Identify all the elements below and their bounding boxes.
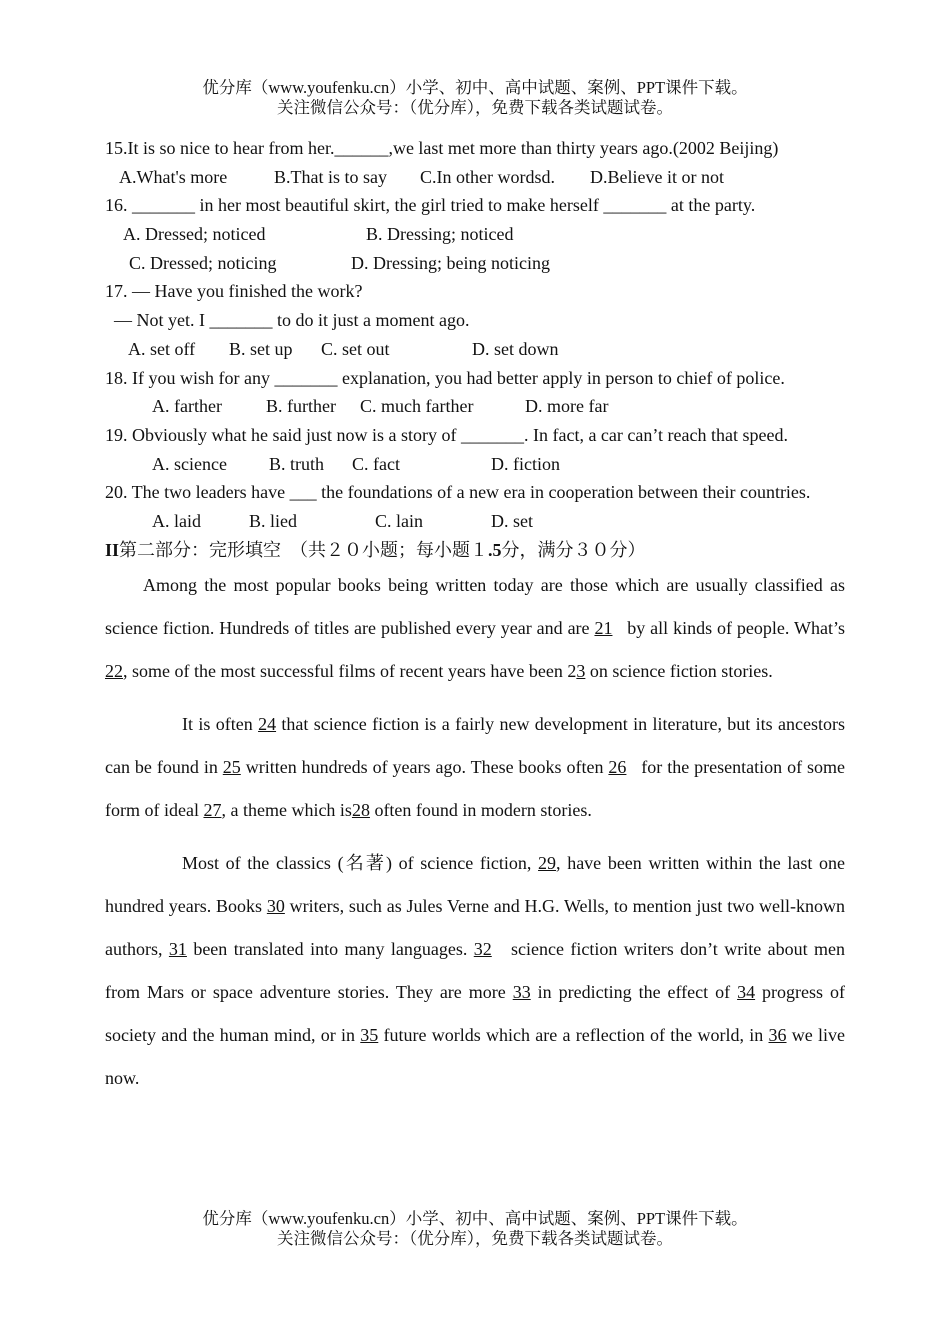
text: , have been written within the last one hundred years. Books xyxy=(105,853,845,917)
blank-32: 32 xyxy=(473,939,492,960)
option-b: B. lied xyxy=(249,511,297,532)
blank-35: 35 xyxy=(360,1025,379,1046)
passage-paragraph-3 xyxy=(105,842,845,1100)
blank-28: 28 xyxy=(351,800,370,821)
question-20-options xyxy=(105,507,845,536)
text: Most of the classics (名著) of science fiction, xyxy=(182,853,539,874)
option-b: B. set up xyxy=(229,338,293,359)
text: Among the most popular books being written today are those which are usually classified as science fiction. Hundreds of titles are published every year and are xyxy=(105,575,845,639)
option-d: D. set xyxy=(491,511,533,532)
blank-21: 21 xyxy=(594,618,613,639)
text: that science fiction is a fairly new development in literature, but its ancestors can be found in xyxy=(105,714,845,778)
blank-27: 27 xyxy=(203,800,222,821)
question-19-stem: 19. Obviously what he said just now is a story of _______. In fact, a car can’t reach that speed. xyxy=(105,424,788,445)
question-17-options xyxy=(105,335,845,364)
option-d: D.Believe it or not xyxy=(590,166,724,187)
option-d: D. Dressing; being noticing xyxy=(351,252,550,273)
blank-23: 3 xyxy=(576,661,586,682)
question-16-stem: 16. _______ in her most beautiful skirt, the girl tried to make herself _______ at the party. xyxy=(105,195,756,216)
section-title: 第二部分：完形填空 （共２０小题；每小题１ xyxy=(119,539,489,560)
text: progress of society and the human mind, or in xyxy=(105,982,846,1046)
blank-23-prefix: 2 xyxy=(567,661,577,682)
text: we live now. xyxy=(105,1025,846,1089)
question-18-options xyxy=(105,392,845,421)
passage-paragraph-2 xyxy=(105,703,845,832)
option-d: D. more far xyxy=(525,396,609,417)
text: , a theme which is xyxy=(221,800,352,821)
page-footer xyxy=(0,1209,950,1249)
option-c: C. Dressed; noticing xyxy=(129,252,277,273)
question-20-stem: 20. The two leaders have ___ the foundations of a new era in cooperation between their countries. xyxy=(105,482,811,503)
option-d: D. fiction xyxy=(491,453,560,474)
section-roman: II xyxy=(105,539,120,560)
section-bold-fragment: .5 xyxy=(488,539,502,560)
text: been translated into many languages. xyxy=(186,939,474,960)
blank-26: 26 xyxy=(608,757,627,778)
option-b: B.That is to say xyxy=(274,166,387,187)
option-a: A. science xyxy=(152,453,227,474)
footer-line-1: 优分库（www.youfenku.cn）小学、初中、高中试题、案例、PPT课件下载。 xyxy=(202,1209,748,1228)
option-a: A. laid xyxy=(152,511,201,532)
page-header xyxy=(0,78,950,118)
passage-paragraph-1 xyxy=(105,564,845,693)
option-c: C. set out xyxy=(321,338,390,359)
question-16-options-row-1 xyxy=(105,220,845,249)
question-15-stem: 15.It is so nice to hear from her.______,we last met more than thirty years ago.(2002 Beijing) xyxy=(105,138,779,158)
text: in predicting the effect of xyxy=(530,982,738,1003)
option-a: A. set off xyxy=(128,338,196,359)
option-a: A.What's more xyxy=(119,166,228,187)
blank-31: 31 xyxy=(168,939,187,960)
section-heading xyxy=(105,536,845,565)
text: on science fiction stories. xyxy=(585,661,773,682)
section-tail: 分，满分３０分） xyxy=(501,539,646,560)
blank-22: 22 xyxy=(105,661,123,682)
option-c: C. fact xyxy=(352,453,400,474)
option-a: A. farther xyxy=(152,396,222,417)
blank-24: 24 xyxy=(258,714,277,735)
footer-line-2: 关注微信公众号：（优分库），免费下载各类试题试卷。 xyxy=(277,1229,673,1248)
text: by all kinds of people. What’s xyxy=(612,618,845,639)
blank-25: 25 xyxy=(222,757,241,778)
text: writers, such as Jules Verne and H.G. Wells, to mention just two well-known authors, xyxy=(105,896,845,960)
text: future worlds which are a reflection of the world, in xyxy=(378,1025,769,1046)
question-17-reply: — Not yet. I _______ to do it just a moment ago. xyxy=(114,310,470,331)
header-line-2: 关注微信公众号：（优分库），免费下载各类试题试卷。 xyxy=(277,98,673,117)
question-16-options-row-2 xyxy=(105,249,845,278)
text: , some of the most successful films of recent years have been xyxy=(123,661,568,682)
text: often found in modern stories. xyxy=(369,800,592,821)
option-c: C. much farther xyxy=(360,396,474,417)
option-d: D. set down xyxy=(472,338,559,359)
blank-30: 30 xyxy=(266,896,285,917)
question-17-stem: 17. — Have you finished the work? xyxy=(105,281,363,302)
blank-29: 29 xyxy=(538,853,557,874)
option-b: B. truth xyxy=(269,453,325,474)
text: for the presentation of some form of ideal xyxy=(105,757,846,821)
header-line-1: 优分库（www.youfenku.cn）小学、初中、高中试题、案例、PPT课件下载。 xyxy=(202,78,748,97)
option-b: B. further xyxy=(266,396,336,417)
page-content xyxy=(105,134,845,1100)
blank-34: 34 xyxy=(737,982,756,1003)
text: science fiction writers don’t write about men from Mars or space adventure stories. They are more xyxy=(105,939,845,1003)
option-b: B. Dressing; noticed xyxy=(366,224,514,245)
option-a: A. Dressed; noticed xyxy=(123,224,266,245)
question-18-stem: 18. If you wish for any _______ explanation, you had better apply in person to chief of police. xyxy=(105,367,785,388)
option-c: C.In other wordsd. xyxy=(420,166,555,187)
blank-33: 33 xyxy=(512,982,531,1003)
question-15-options xyxy=(105,163,845,192)
option-c: C. lain xyxy=(375,511,423,532)
text: written hundreds of years ago. These books often xyxy=(240,757,609,778)
blank-36: 36 xyxy=(768,1025,787,1046)
text: It is often xyxy=(182,714,259,735)
question-19-options xyxy=(105,450,845,479)
